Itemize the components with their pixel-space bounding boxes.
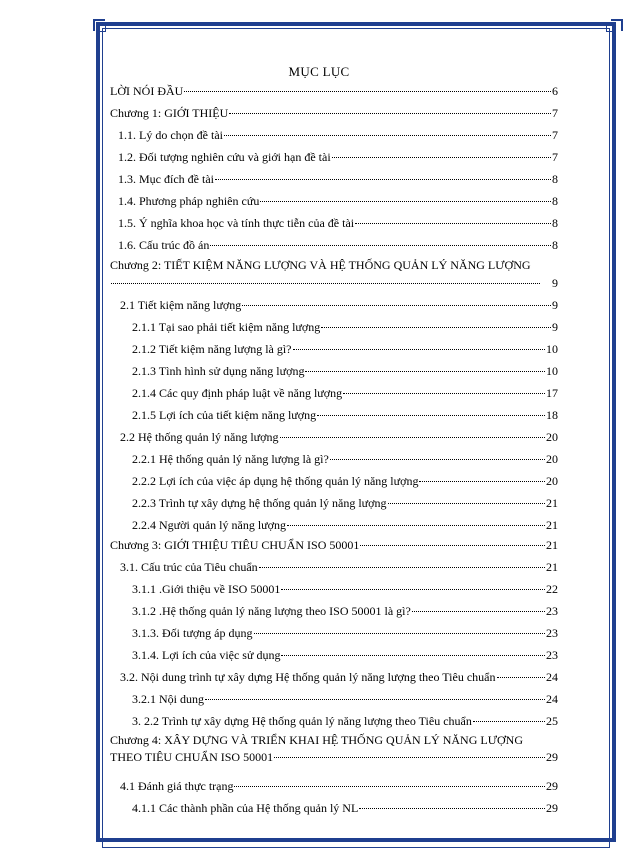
toc-entry-chapter-1[interactable]: Chương 1: GIỚI THIỆU 7 — [110, 106, 558, 120]
toc-entry-1-3[interactable]: 1.3. Mục đích đề tài 8 — [118, 172, 558, 186]
toc-entry-chapter-2[interactable]: Chương 2: TIẾT KIỆM NĂNG LƯỢNG VÀ HỆ THỐNG QUẢN LÝ NĂNG LƯỢNG 9 — [110, 258, 558, 290]
toc-entry-3-2-2[interactable]: 3. 2.2 Trình tự xây dựng Hệ thống quản lý năng lượng theo Tiêu chuẩn 25 — [132, 714, 558, 728]
toc-entry-3-2[interactable]: 3.2. Nội dung trình tự xây dựng Hệ thống quản lý năng lượng theo Tiêu chuẩn 24 — [120, 670, 558, 684]
toc-entry-2-1-1[interactable]: 2.1.1 Tại sao phải tiết kiệm năng lượng 9 — [132, 320, 558, 334]
toc-entry-2-2-2[interactable]: 2.2.2 Lợi ích của việc áp dụng hệ thống quản lý năng lượng 20 — [132, 474, 558, 488]
toc-entry-2-2-3[interactable]: 2.2.3 Trình tự xây dựng hệ thống quản lý năng lượng 21 — [132, 496, 558, 510]
toc-entry-4-1[interactable]: 4.1 Đánh giá thực trạng 29 — [120, 779, 558, 793]
toc-entry-1-5[interactable]: 1.5. Ý nghĩa khoa học và tính thực tiễn của đề tài 8 — [118, 216, 558, 230]
toc-entry-3-1[interactable]: 3.1. Cấu trúc của Tiêu chuẩn 21 — [120, 560, 558, 574]
toc-entry-3-1-4[interactable]: 3.1.4. Lợi ích của việc sử dụng 23 — [132, 648, 558, 662]
toc-entry-3-2-1[interactable]: 3.2.1 Nội dung 24 — [132, 692, 558, 706]
toc-entry-1-6[interactable]: 1.6. Cấu trúc đồ án 8 — [118, 238, 558, 252]
toc-entry-2-1-2[interactable]: 2.1.2 Tiết kiệm năng lượng là gì? 10 — [132, 342, 558, 356]
toc-entry-2-1-3[interactable]: 2.1.3 Tình hình sử dụng năng lượng 10 — [132, 364, 558, 378]
toc-entry-2-2[interactable]: 2.2 Hệ thống quản lý năng lượng 20 — [120, 430, 558, 444]
toc-title: MỤC LỤC — [288, 64, 350, 79]
toc-entry-2-1-5[interactable]: 2.1.5 Lợi ích của tiết kiệm năng lượng 18 — [132, 408, 558, 422]
toc-entry-2-1[interactable]: 2.1 Tiết kiệm năng lượng 9 — [120, 298, 558, 312]
toc-entry-4-1-1[interactable]: 4.1.1 Các thành phần của Hệ thống quản lý NL 29 — [132, 801, 558, 815]
toc-entry-chapter-4[interactable]: Chương 4: XÂY DỰNG VÀ TRIỂN KHAI HỆ THỐNG QUẢN LÝ NĂNG LƯỢNG THEO TIÊU CHUẨN ISO 50001 29 — [110, 733, 558, 764]
toc-entry-3-1-3[interactable]: 3.1.3. Đối tượng áp dụng 23 — [132, 626, 558, 640]
toc-entry-2-2-1[interactable]: 2.2.1 Hệ thống quản lý năng lượng là gì? 20 — [132, 452, 558, 466]
toc-entry-2-1-4[interactable]: 2.1.4 Các quy định pháp luật về năng lượng 17 — [132, 386, 558, 400]
toc-entry-3-1-2[interactable]: 3.1.2 .Hệ thống quản lý năng lượng theo ISO 50001 là gì? 23 — [132, 604, 558, 618]
toc-entry-1-4[interactable]: 1.4. Phương pháp nghiên cứu 8 — [118, 194, 558, 208]
toc-entry-1-1[interactable]: 1.1. Lý do chọn đề tài 7 — [118, 128, 558, 142]
toc-entry-1-2[interactable]: 1.2. Đối tượng nghiên cứu và giới hạn đề tài 7 — [118, 150, 558, 164]
toc-entry-2-2-4[interactable]: 2.2.4 Người quản lý năng lượng 21 — [132, 518, 558, 532]
toc-entry-3-1-1[interactable]: 3.1.1 .Giới thiệu về ISO 50001 22 — [132, 582, 558, 596]
toc-entry-preface[interactable]: LỜI NÓI ĐẦU 6 — [110, 84, 558, 98]
toc-entry-chapter-3[interactable]: Chương 3: GIỚI THIỆU TIÊU CHUẨN ISO 50001 21 — [110, 538, 558, 552]
